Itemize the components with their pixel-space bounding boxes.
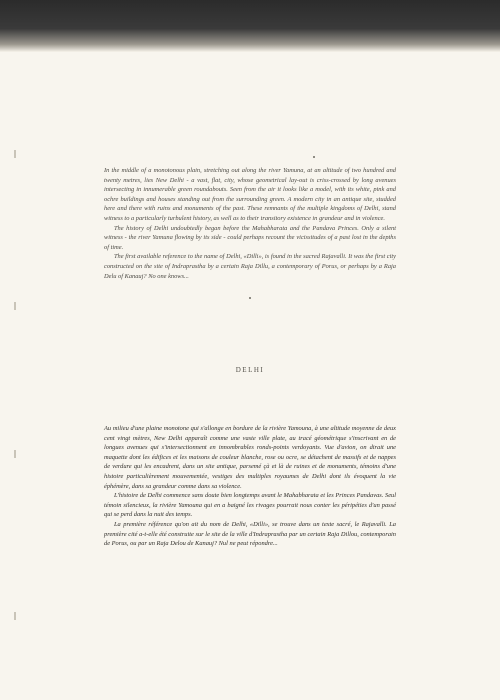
page-title: DELHI: [235, 366, 265, 374]
margin-mark: [14, 612, 16, 620]
french-paragraph-2: L'histoire de Delhi commence sans doute bien longtemps avant le Mahabharata et les Princes Pandavas. Seul témoin silencieux, la rivière Yamouna qui en a baigné les rivages pourrait nous conter les péripéties d'un passé qui se perd dans la nuit des temps.: [104, 492, 396, 519]
french-text-block: [104, 424, 396, 549]
margin-mark: [14, 302, 16, 310]
speck: [249, 297, 251, 299]
margin-mark: [14, 450, 16, 458]
french-paragraph-1: Au milieu d'une plaine monotone qui s'allonge en bordure de la rivière Yamouna, à une altitude moyenne de deux cent vingt mètres, New Delhi apparaît comme une vaste ville plate, au tracé géométrique s'inscrivant en de longues avenues qui s'intersectionnent en innombrables ronds-points verdoyants. Vue d'avion, on dirait une maquette dont les édifices et les maisons de couleur blanche, rose ou ocre, se détachent de massifs et de nappes de verdure qui les encadrent, dans un site antique, parsemé çà et là de ruines et de monuments, témoins d'une histoire particulièrement mouvementée, vestiges des multiples royaumes de Delhi dont ils évoquent la vie éphémère, dans sa grandeur comme dans sa violence.: [104, 425, 396, 490]
english-text-block: [104, 166, 396, 281]
french-paragraph-3: La première référence qu'on ait du nom de Delhi, «Dilli», se trouve dans un texte sacré, le Rajavalli. La première cité a-t-elle été construite sur le site de la ville d'Indraprastha par un certain Raja Dillou, contemporain de Porus, ou par un Raja Delou de Kanauj? Nul ne peut répondre...: [104, 520, 396, 548]
english-paragraph-3: The first available reference to the name of Delhi, «Dilli», is found in the sacred Rajavalli. It was the first city constructed on the site of Indraprastha by a certain Raja Dillu, a contemporary of Porus, or perhaps by a Raja Delu of Kanauj? No one knows...: [104, 253, 396, 280]
speck: [313, 156, 315, 158]
english-paragraph-1: In the middle of a monotonous plain, stretching out along the river Yamuna, at an altitude of two hundred and twenty metres, lies New Delhi - a vast, flat, city, whose geometrical lay-out is criss-crossed by long avenues intersecting in innumerable green roundabouts. Seen from the air it looks like a model, with its white, pink and ochre buildings and houses standing out from the surrounding green. A modern city in an antique site, studded here and there with ruins and monuments of the past. These remnants of the multiple kingdoms of Delhi, stand witness to a particularly turbulent history, as well as to their transitory existence in grandeur and in violence.: [104, 167, 396, 222]
english-paragraph-2: The history of Delhi undoubtedly began before the Mahabharata and the Pandava Princes. Only a silent witness - the river Yamuna flowing by its side - could perhaps recount the vicissitudes of a past lost in the depths of time.: [104, 224, 396, 251]
scan-top-shadow: [0, 0, 500, 52]
margin-mark: [14, 150, 16, 158]
book-page: [0, 52, 500, 700]
